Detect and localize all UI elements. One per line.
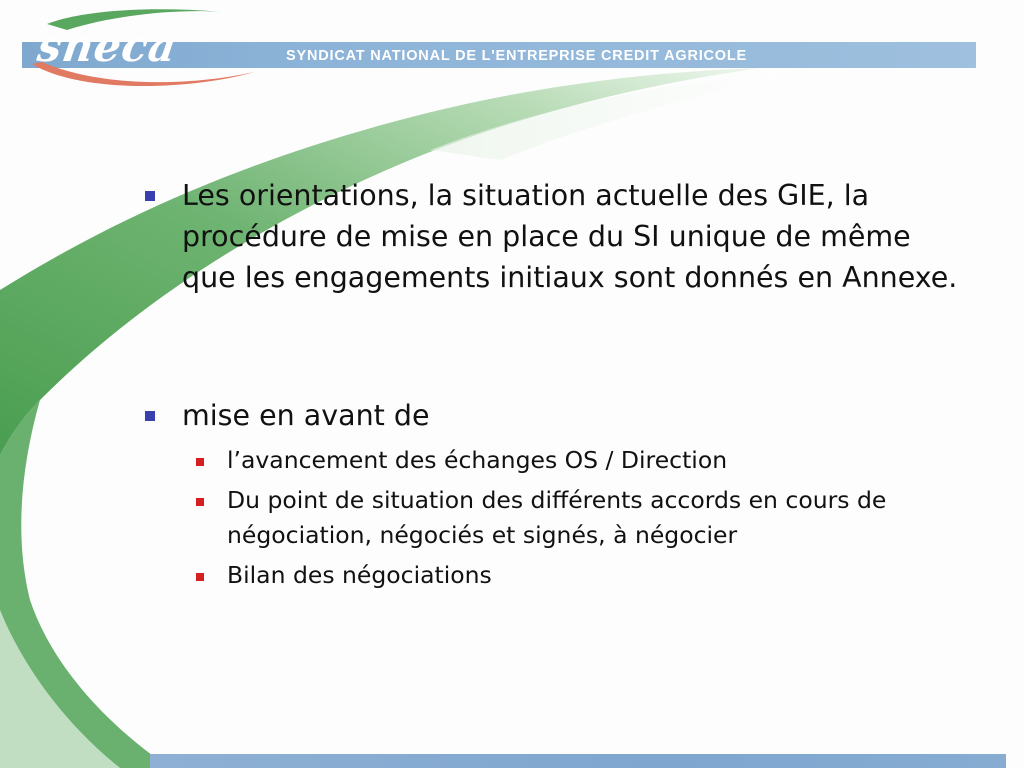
bullet-item-orientations <box>182 175 972 298</box>
red-square-bullet-icon <box>196 458 204 466</box>
red-square-bullet-icon <box>196 573 204 581</box>
bullet-text: Les orientations, la situation actuelle des GIE, la procédure de mise en place du SI unique de même que les engagements initiaux sont donnés en Annexe. <box>182 179 958 294</box>
subbullet-text: Du point de situation des différents accords en cours de négociation, négociés et signés, à négocier <box>227 486 887 549</box>
blue-square-bullet-icon <box>145 411 155 421</box>
subbullet-text: Bilan des négociations <box>227 561 492 589</box>
bullet-text: mise en avant de <box>182 399 430 432</box>
logo-text: sneca <box>34 22 181 71</box>
subbullet-text: l’avancement des échanges OS / Direction <box>227 446 728 474</box>
subbullet-item-point-de-situation <box>227 483 967 553</box>
red-square-bullet-icon <box>196 498 204 506</box>
blue-square-bullet-icon <box>145 191 155 201</box>
bullet-item-mise-en-avant <box>182 395 972 436</box>
header-banner-text: SYNDICAT NATIONAL DE L'ENTREPRISE CREDIT AGRICOLE <box>286 48 748 64</box>
footer-bar <box>150 754 1006 768</box>
subbullet-item-avancement <box>227 443 967 478</box>
subbullet-item-bilan <box>227 558 967 593</box>
